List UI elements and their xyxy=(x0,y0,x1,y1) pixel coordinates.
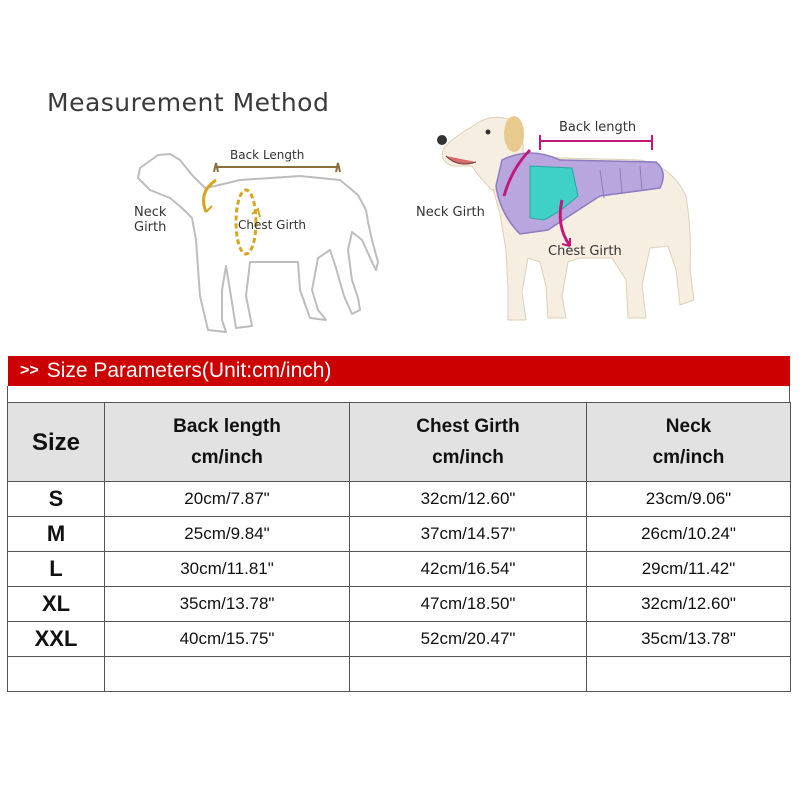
table-spacer xyxy=(7,386,790,402)
header-chest-girth-label: Chest Girth xyxy=(416,416,520,437)
chest-girth-cell: 37cm/14.57" xyxy=(350,517,587,552)
left-neck-label-line1: Neck xyxy=(134,205,167,220)
dog-nose xyxy=(437,135,447,145)
size-table xyxy=(7,402,791,692)
table-row xyxy=(8,517,791,552)
neck-cell: 29cm/11.42" xyxy=(587,552,791,587)
back-length-cell: 25cm/9.84" xyxy=(105,517,350,552)
back-length-cell: 20cm/7.87" xyxy=(105,482,350,517)
left-measure-lines xyxy=(203,163,340,254)
back-length-cell: 40cm/15.75" xyxy=(105,622,350,657)
neck-cell: 32cm/12.60" xyxy=(587,587,791,622)
back-length-cell: 30cm/11.81" xyxy=(105,552,350,587)
header-neck-unit: cm/inch xyxy=(652,447,725,468)
measurement-method-title: Measurement Method xyxy=(47,88,330,117)
size-cell: S xyxy=(8,482,105,517)
header-chest-girth xyxy=(350,403,587,482)
chest-girth-cell: 42cm/16.54" xyxy=(350,552,587,587)
right-back-length-label: Back length xyxy=(559,120,637,135)
table-row xyxy=(8,482,791,517)
size-parameters-banner xyxy=(8,356,790,386)
right-chest-girth-label: Chest Girth xyxy=(548,244,622,259)
double-chevron-icon: >> xyxy=(20,362,39,379)
size-cell: M xyxy=(8,517,105,552)
left-back-length-label: Back Length xyxy=(230,148,305,162)
header-neck xyxy=(587,403,791,482)
header-size: Size xyxy=(8,403,105,482)
right-neck-girth-label: Neck Girth xyxy=(416,205,485,220)
empty-cell xyxy=(350,657,587,692)
dog-outline-figure xyxy=(138,154,378,332)
left-neck-label-line2: Girth xyxy=(134,220,167,235)
banner-title: Size Parameters(Unit:cm/inch) xyxy=(46,359,332,382)
table-row xyxy=(8,552,791,587)
header-chest-girth-unit: cm/inch xyxy=(432,447,504,468)
size-cell: XXL xyxy=(8,622,105,657)
empty-cell xyxy=(8,657,105,692)
empty-cell xyxy=(587,657,791,692)
neck-cell: 23cm/9.06" xyxy=(587,482,791,517)
chest-girth-cell: 47cm/18.50" xyxy=(350,587,587,622)
header-back-length-unit: cm/inch xyxy=(191,447,263,468)
size-cell: XL xyxy=(8,587,105,622)
dog-eye xyxy=(486,130,491,135)
measurement-illustrations xyxy=(0,0,800,350)
header-back-length-label: Back length xyxy=(173,416,281,437)
chest-girth-cell: 52cm/20.47" xyxy=(350,622,587,657)
dog-ear xyxy=(504,116,524,152)
left-neck-girth-label xyxy=(134,205,166,235)
table-header-row xyxy=(8,403,791,482)
table-row-empty xyxy=(8,657,791,692)
table-row xyxy=(8,587,791,622)
neck-cell: 26cm/10.24" xyxy=(587,517,791,552)
header-back-length xyxy=(105,403,350,482)
table-row xyxy=(8,622,791,657)
back-length-cell: 35cm/13.78" xyxy=(105,587,350,622)
header-neck-label: Neck xyxy=(665,416,712,437)
left-chest-girth-label: Chest Girth xyxy=(238,218,307,232)
chest-girth-cell: 32cm/12.60" xyxy=(350,482,587,517)
empty-cell xyxy=(105,657,350,692)
size-cell: L xyxy=(8,552,105,587)
neck-cell: 35cm/13.78" xyxy=(587,622,791,657)
